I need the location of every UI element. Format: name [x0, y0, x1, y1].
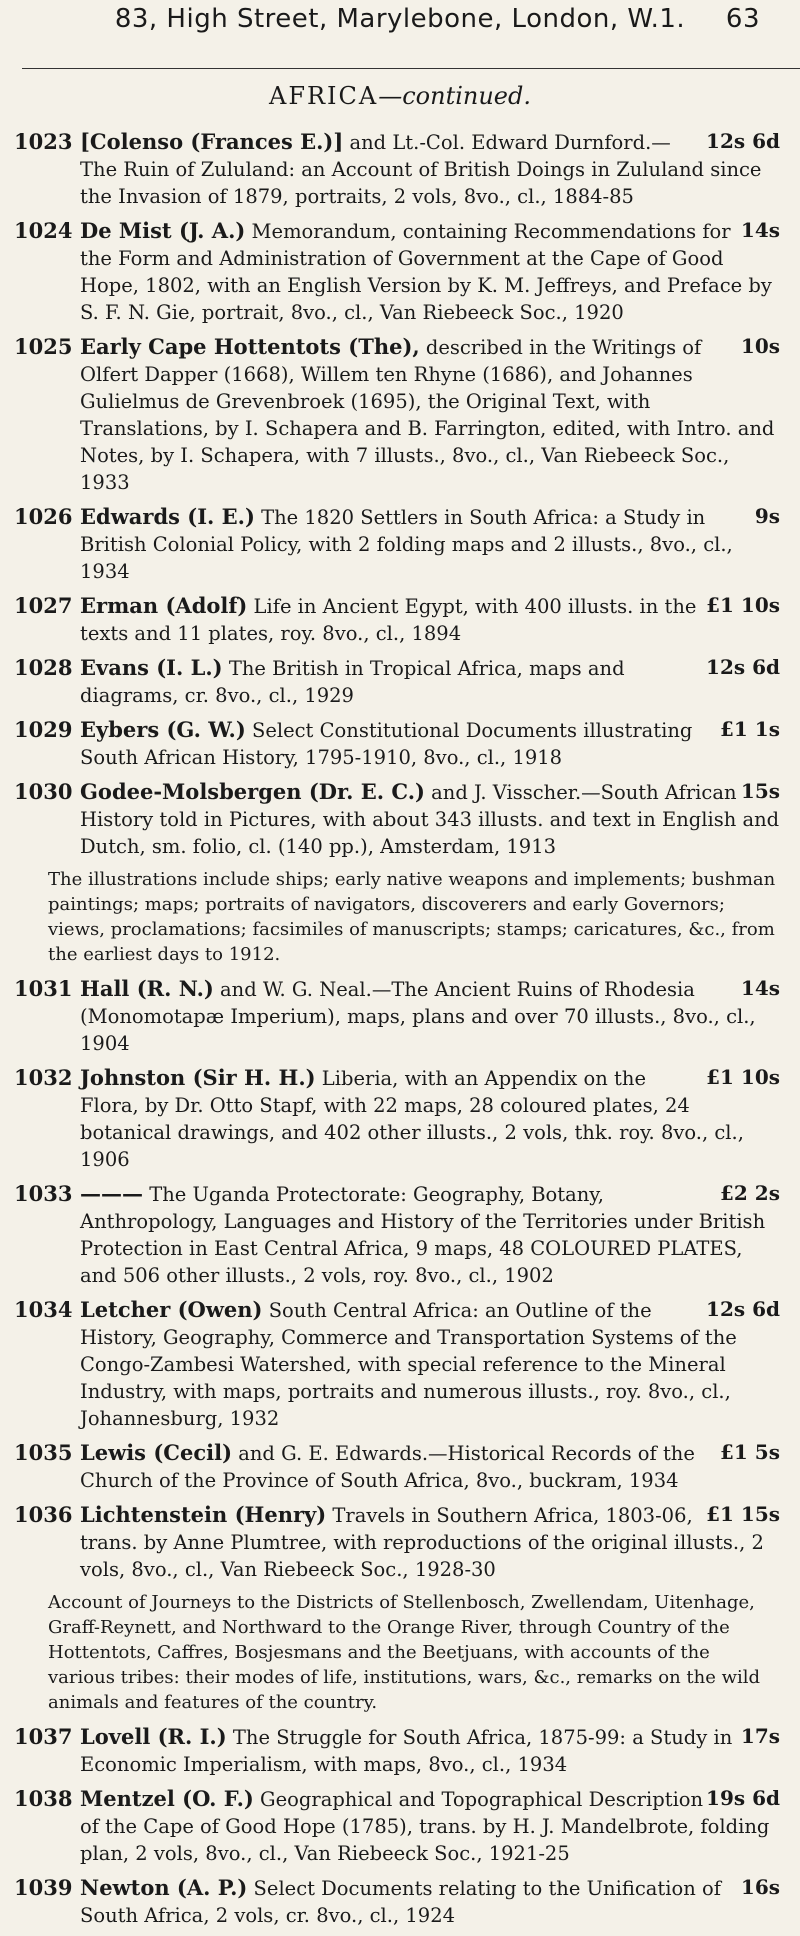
- entry-number: 1024: [14, 218, 73, 243]
- entry-number: 1023: [14, 129, 73, 154]
- entry-number: 1028: [14, 655, 73, 680]
- entry-price: 12s 6d: [706, 655, 780, 679]
- entry-price: 14s: [740, 218, 780, 242]
- entry-author: [Colenso (Frances E.)]: [80, 129, 344, 154]
- entry-number: 1034: [14, 1297, 73, 1322]
- entry-price: £1 10s: [706, 593, 780, 617]
- entry-author: Lewis (Cecil): [80, 1440, 233, 1465]
- entry-price: £1 1s: [720, 717, 780, 741]
- catalogue-entry: [0, 1785, 800, 1867]
- entry-author: Lichtenstein (Henry): [80, 1502, 327, 1527]
- entry-author: Newton (A. P.): [80, 1875, 248, 1900]
- running-head: [0, 4, 800, 34]
- entry-author: Lovell (R. I.): [80, 1724, 227, 1749]
- catalogue-entry: [0, 1501, 800, 1583]
- entry-description: Memorandum, containing Recommendations for the Form and Administration of Government at the Cape of Good Hope, 1802, with an English Version by K. M. Jeffreys, and Preface by S. F. N. Gie, portrait, 8vo., cl., Van Riebeeck Soc., 1920: [80, 220, 772, 324]
- entry-description: The British in Tropical Africa, maps and diagrams, cr. 8vo., cl., 1929: [80, 657, 625, 707]
- entry-price: 17s: [740, 1724, 780, 1748]
- catalogue-entry: [0, 654, 800, 709]
- entry-number: 1032: [14, 1065, 73, 1090]
- catalogue-entry: [0, 503, 800, 585]
- catalogue-entry: [0, 128, 800, 210]
- page-number: 63: [725, 4, 760, 34]
- entry-price: 15s: [740, 779, 780, 803]
- entry-price: £2 2s: [720, 1181, 780, 1205]
- entry-author: Edwards (I. E.): [80, 504, 255, 529]
- entry-author: Eybers (G. W.): [80, 717, 246, 742]
- entry-author: Letcher (Owen): [80, 1297, 263, 1322]
- entry-price: £1 15s: [706, 1502, 780, 1526]
- entry-description: The 1820 Settlers in South Africa: a Study in British Colonial Policy, with 2 folding maps and 2 illusts., 8vo., cl., 1934: [80, 506, 733, 583]
- entry-note: The illustrations include ships; early native weapons and implements; bushman paintings; maps; portraits of navigators, discoverers and early Governors; views, proclamations; facsimiles of manuscripts; stamps; caricatures, &c., from the earliest days to 1912.: [48, 869, 776, 965]
- entry-author: De Mist (J. A.): [80, 218, 246, 243]
- catalogue-entry: [0, 1439, 800, 1494]
- header-rule: [22, 68, 800, 69]
- entry-author: Erman (Adolf): [80, 593, 248, 618]
- entry-price: 12s 6d: [706, 129, 780, 153]
- entry-author: Evans (I. L.): [80, 655, 223, 680]
- entry-number: 1033: [14, 1181, 73, 1206]
- entry-price: 14s: [740, 976, 780, 1000]
- catalogue-entry: [0, 1723, 800, 1778]
- entry-price: 12s 6d: [706, 1297, 780, 1321]
- entry-description: Select Documents relating to the Unification of South Africa, 2 vols, cr. 8vo., cl., 1924: [80, 1877, 721, 1927]
- catalogue-entry: [0, 217, 800, 326]
- catalogue-entry: [0, 1064, 800, 1173]
- entry-price: 16s: [740, 1875, 780, 1899]
- entry-description: and Lt.-Col. Edward Durnford.—The Ruin of Zululand: an Account of British Doings in Zululand since the Invasion of 1879, portraits, 2 vols, 8vo., cl., 1884-85: [80, 131, 762, 208]
- entry-number: 1037: [14, 1724, 73, 1749]
- catalogue-entry: [0, 778, 800, 860]
- entry-note: Account of Journeys to the Districts of Stellenbosch, Zwellendam, Uitenhage, Graff-Reynett, and Northward to the Orange River, through Country of the Hottentots, Caffres, Bosjesmans and the Beetjuans, with accounts of the various tribes: their modes of life, institutions, wars, &c., remarks on the wild animals and features of the country.: [48, 1592, 761, 1713]
- entry-description: Liberia, with an Appendix on the Flora, by Dr. Otto Stapf, with 22 maps, 28 coloured plates, 24 botanical drawings, and 402 other illusts., 2 vols, thk. roy. 8vo., cl., 1906: [80, 1067, 744, 1171]
- catalogue-entry: [0, 333, 800, 496]
- catalogue-entry: [0, 592, 800, 647]
- entry-author: Mentzel (O. F.): [80, 1786, 254, 1811]
- entry-description: and G. E. Edwards.—Historical Records of the Church of the Province of South Africa, 8vo., buckram, 1934: [80, 1442, 695, 1492]
- catalogue-entry: [0, 975, 800, 1057]
- entry-number: 1026: [14, 504, 73, 529]
- entry-number: 1031: [14, 976, 73, 1001]
- entry-number: 1027: [14, 593, 73, 618]
- entry-price: 10s: [740, 334, 780, 358]
- entry-description: Travels in Southern Africa, 1803-06, trans. by Anne Plumtree, with reproductions of the original illusts., 2 vols, 8vo., cl., Van Riebeeck Soc., 1928-30: [80, 1504, 764, 1581]
- entry-price: £1 5s: [720, 1440, 780, 1464]
- entry-number: 1036: [14, 1502, 73, 1527]
- section-name: AFRICA: [268, 82, 379, 110]
- entry-description: Select Constitutional Documents illustrating South African History, 1795-1910, 8vo., cl., 1918: [80, 719, 693, 769]
- entry-description: The Uganda Protectorate: Geography, Botany, Anthropology, Languages and History of the Territories under British Protection in East Central Africa, 9 maps, 48 COLOURED PLATES, and 506 other illusts., 2 vols, roy. 8vo., cl., 1902: [80, 1183, 766, 1287]
- catalogue-entries: [0, 128, 800, 1936]
- catalogue-entry: [0, 716, 800, 771]
- entry-number: 1039: [14, 1875, 73, 1900]
- entry-description: The Struggle for South Africa, 1875-99: a Study in Economic Imperialism, with maps, 8vo., cl., 1934: [80, 1726, 733, 1776]
- entry-author: Johnston (Sir H. H.): [80, 1065, 316, 1090]
- entry-author: Hall (R. N.): [80, 976, 214, 1001]
- entry-description: and W. G. Neal.—The Ancient Ruins of Rhodesia (Monomotapæ Imperium), maps, plans and over 70 illusts., 8vo., cl., 1904: [80, 978, 756, 1055]
- entry-description: and J. Visscher.—South African History told in Pictures, with about 343 illusts. and text in English and Dutch, sm. folio, cl. (140 pp.), Amsterdam, 1913: [80, 781, 780, 858]
- entry-description: described in the Writings of Olfert Dapper (1668), Willem ten Rhyne (1686), and Johannes Gulielmus de Grevenbroek (1695), the Original Text, with Translations, by I. Schapera and B. Farrington, edited, with Intro. and Notes, by I. Schapera, with 7 illusts., 8vo., cl., Van Riebeeck Soc., 1933: [80, 336, 775, 494]
- entry-number: 1029: [14, 717, 73, 742]
- entry-author: ———: [80, 1181, 143, 1206]
- catalogue-entry: [0, 1296, 800, 1432]
- entry-description: Geographical and Topographical Description of the Cape of Good Hope (1785), trans. by H. J. Mandelbrote, folding plan, 2 vols, 8vo., cl., Van Riebeeck Soc., 1921-25: [80, 1788, 770, 1865]
- entry-description: Life in Ancient Egypt, with 400 illusts. in the texts and 11 plates, roy. 8vo., cl., 1894: [80, 595, 697, 645]
- entry-description: South Central Africa: an Outline of the History, Geography, Commerce and Transportation Systems of the Congo-Zambesi Watershed, with special reference to the Mineral Industry, with maps, portraits and numerous illusts., roy. 8vo., cl., Johannesburg, 1932: [80, 1299, 737, 1430]
- entry-price: 19s 6d: [706, 1786, 780, 1810]
- entry-number: 1038: [14, 1786, 73, 1811]
- entry-number: 1025: [14, 334, 73, 359]
- section-continued: —continued.: [378, 82, 531, 110]
- entry-author: Early Cape Hottentots (The),: [80, 334, 420, 359]
- entry-number: 1030: [14, 779, 73, 804]
- entry-price: 9s: [754, 504, 780, 528]
- entry-author: Godee-Molsbergen (Dr. E. C.): [80, 779, 425, 804]
- section-title: [0, 82, 800, 110]
- running-title: 83, High Street, Marylebone, London, W.1.: [114, 4, 686, 34]
- catalogue-entry: [0, 1874, 800, 1929]
- entry-price: £1 10s: [706, 1065, 780, 1089]
- entry-number: 1035: [14, 1440, 73, 1465]
- catalogue-entry: [0, 1180, 800, 1289]
